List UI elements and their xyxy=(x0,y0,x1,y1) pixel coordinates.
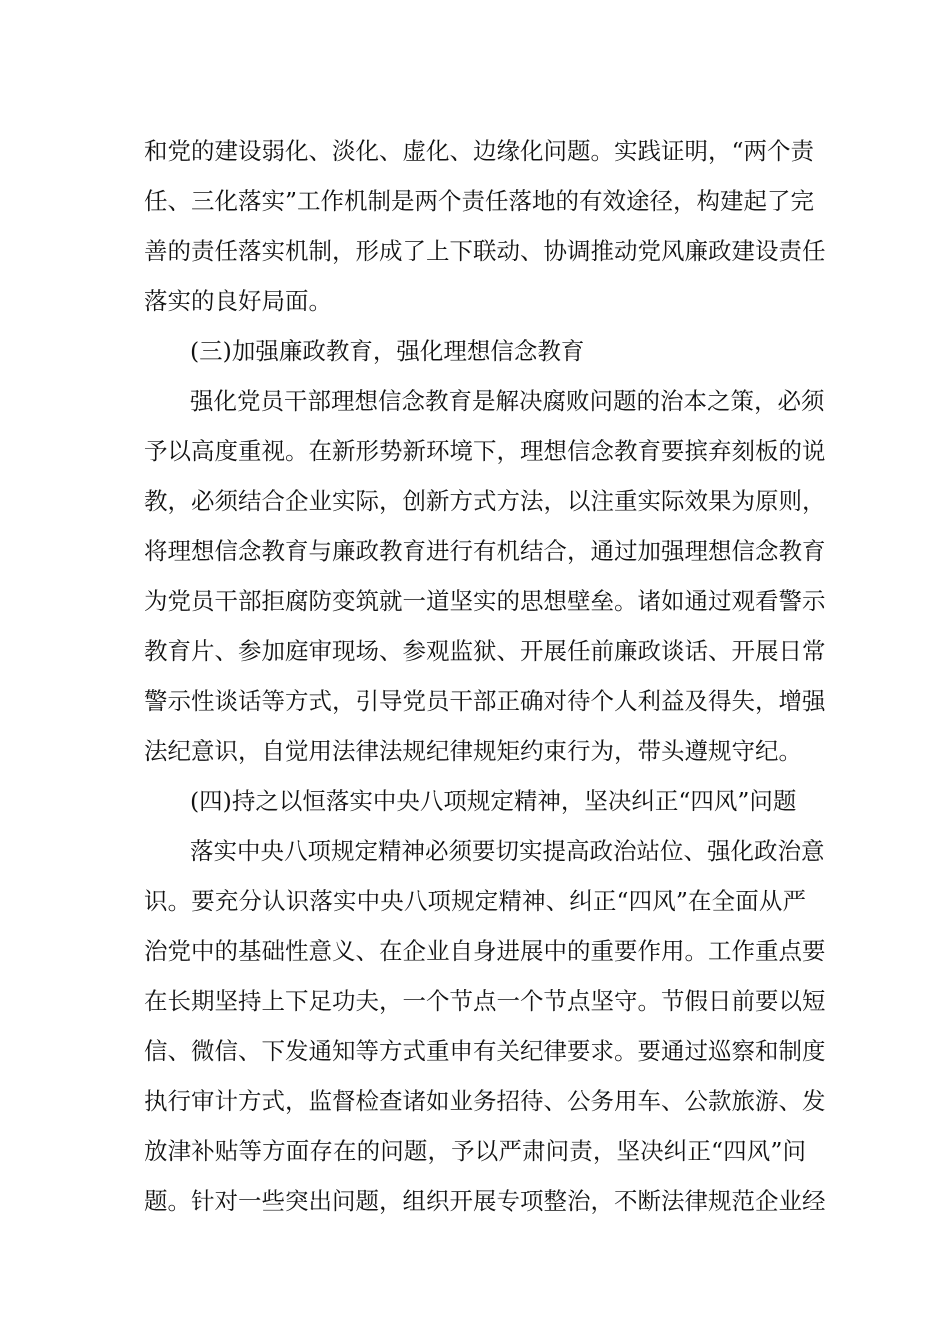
text-line: 教育片、参加庭审现场、参观监狱、开展任前廉政谈话、开展日常 xyxy=(144,637,826,665)
text-line: 和党的建设弱化、淡化、虚化、边缘化问题。实践证明，“两个责 xyxy=(144,137,815,165)
text-line: 落实的良好局面。 xyxy=(144,287,332,315)
text-line: 法纪意识，自觉用法律法规纪律规矩约束行为，带头遵规守纪。 xyxy=(144,737,802,765)
text-line: 落实中央八项规定精神必须要切实提高政治站位、强化政治意 xyxy=(190,837,825,865)
text-line: 在长期坚持上下足功夫，一个节点一个节点坚守。节假日前要以短 xyxy=(144,987,826,1015)
text-line: 治党中的基础性意义、在企业自身进展中的重要作用。工作重点要 xyxy=(144,937,826,965)
section-heading-4: (四)持之以恒落实中央八项规定精神，坚决纠正“四风”问题 xyxy=(190,787,797,815)
text-line: 任、三化落实”工作机制是两个责任落地的有效途径，构建起了完 xyxy=(144,187,815,215)
text-line: 信、微信、下发通知等方式重申有关纪律要求。要通过巡察和制度 xyxy=(144,1037,826,1065)
text-line: 题。针对一些突出问题，组织开展专项整治，不断法律规范企业经 xyxy=(144,1187,826,1215)
text-line: 警示性谈话等方式，引导党员干部正确对待个人利益及得失，增强 xyxy=(144,687,826,715)
text-line: 将理想信念教育与廉政教育进行有机结合，通过加强理想信念教育 xyxy=(144,537,826,565)
text-line: 善的责任落实机制，形成了上下联动、协调推动党风廉政建设责任 xyxy=(144,237,826,265)
text-line: 强化党员干部理想信念教育是解决腐败问题的治本之策，必须 xyxy=(190,387,825,415)
text-line: 为党员干部拒腐防变筑就一道坚实的思想壁垒。诸如通过观看警示 xyxy=(144,587,826,615)
text-line: 识。要充分认识落实中央八项规定精神、纠正“四风”在全面从严 xyxy=(144,887,806,915)
text-line: 放津补贴等方面存在的问题，予以严肃问责，坚决纠正“四风”问 xyxy=(144,1137,806,1165)
text-line: 教，必须结合企业实际，创新方式方法，以注重实际效果为原则， xyxy=(144,487,826,515)
text-line: 予以高度重视。在新形势新环境下，理想信念教育要摈弃刻板的说 xyxy=(144,437,826,465)
section-heading-3: (三)加强廉政教育，强化理想信念教育 xyxy=(190,337,585,365)
text-line: 执行审计方式，监督检查诸如业务招待、公务用车、公款旅游、发 xyxy=(144,1087,826,1115)
